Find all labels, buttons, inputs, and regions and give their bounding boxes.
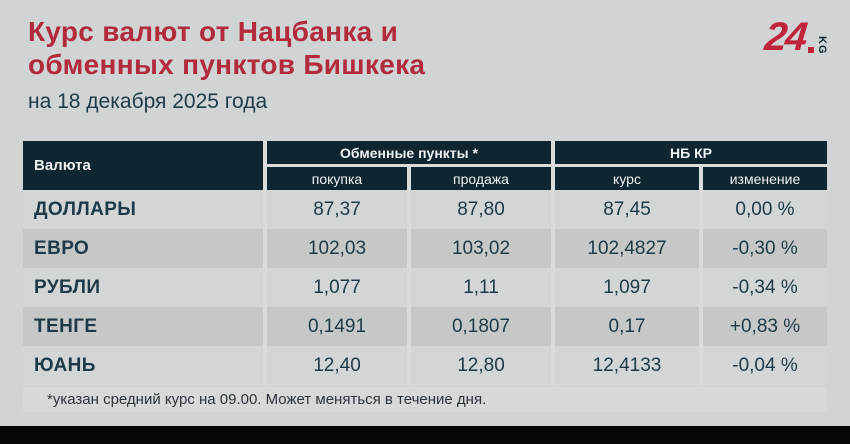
page-title — [28, 15, 425, 81]
cell-sell: 87,80 — [411, 190, 551, 229]
cell-currency: РУБЛИ — [23, 268, 263, 307]
cell-sell: 12,80 — [411, 346, 551, 385]
cell-buy: 1,077 — [267, 268, 407, 307]
currency-rates-table — [23, 141, 827, 385]
table-header — [23, 141, 827, 190]
table-row — [23, 229, 827, 268]
bottom-black-bar — [0, 426, 850, 444]
cell-change: 0,00 % — [703, 190, 827, 229]
column-group-nbkr: НБ КР — [555, 141, 827, 164]
page-title-line2: обменных пунктов Бишкека — [28, 49, 426, 80]
table-row — [23, 190, 827, 229]
cell-sell: 1,11 — [411, 268, 551, 307]
cell-change: -0,30 % — [703, 229, 827, 268]
column-header-buy: покупка — [267, 167, 407, 190]
cell-currency: ДОЛЛАРЫ — [23, 190, 263, 229]
cell-sell: 103,02 — [411, 229, 551, 268]
logo-dot-icon — [808, 47, 814, 53]
cell-currency: ТЕНГЕ — [23, 307, 263, 346]
table-row — [23, 346, 827, 385]
cell-buy: 87,37 — [267, 190, 407, 229]
cell-rate: 102,4827 — [555, 229, 699, 268]
column-header-sell: продажа — [411, 167, 551, 190]
cell-currency: ЮАНЬ — [23, 346, 263, 385]
table-row — [23, 307, 827, 346]
cell-currency: ЕВРО — [23, 229, 263, 268]
cell-buy: 12,40 — [267, 346, 407, 385]
cell-rate: 12,4133 — [555, 346, 699, 385]
table-body — [23, 190, 827, 385]
date-subtitle: на 18 декабря 2025 года — [28, 90, 268, 113]
cell-buy: 0,1491 — [267, 307, 407, 346]
cell-sell: 0,1807 — [411, 307, 551, 346]
column-header-currency: Валюта — [23, 141, 263, 190]
table-row — [23, 268, 827, 307]
page-title-line1: Курс валют от Нацбанка и — [28, 16, 399, 47]
column-header-rate: курс — [555, 167, 699, 190]
logo-24-text: 24 — [762, 15, 808, 59]
cell-rate: 1,097 — [555, 268, 699, 307]
cell-change: +0,83 % — [703, 307, 827, 346]
cell-rate: 0,17 — [555, 307, 699, 346]
logo-24kg — [762, 15, 829, 59]
cell-change: -0,34 % — [703, 268, 827, 307]
column-header-change: изменение — [703, 167, 827, 190]
logo-kg-text: KG — [816, 35, 828, 54]
column-group-exchange-offices: Обменные пункты * — [267, 141, 551, 164]
cell-rate: 87,45 — [555, 190, 699, 229]
cell-change: -0,04 % — [703, 346, 827, 385]
cell-buy: 102,03 — [267, 229, 407, 268]
footnote: *указан средний курс на 09.00. Может меняться в течение дня. — [23, 387, 827, 412]
